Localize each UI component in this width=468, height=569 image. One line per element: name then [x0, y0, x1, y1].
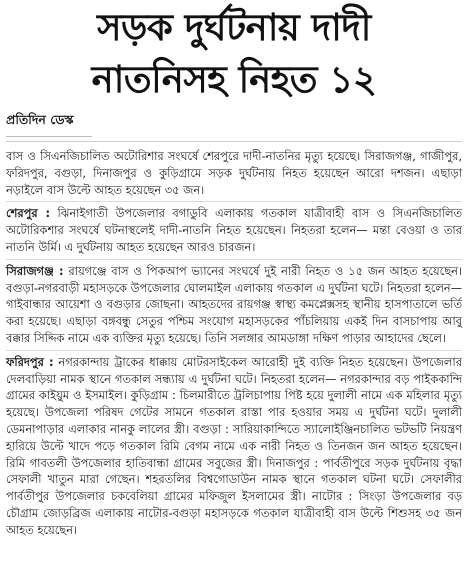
newspaper-clipping — [0, 2, 468, 569]
intro-paragraph — [6, 148, 462, 198]
paragraph-lead: শেরপুর : — [6, 206, 51, 221]
article-body — [6, 148, 462, 539]
paragraph-text: বাস ও সিএনজিচালিত অটোরিশার সংঘর্ষে শেরপুরে দাদী-নাতনির মৃত্যু হয়েছে। সিরাজগঞ্জ, গাজীপুর, ফরিদপুর, বগুড়া, দিনাজপুর ও কুড়িগ্রামে সড়ক দুর্ঘটনায় নিহত হয়েছেন আরো দশজন। এছাড়া নড়াইলে বাস উল্টে আহত হয়েছেন ৩৫ জন। — [6, 149, 462, 197]
divider — [6, 141, 462, 142]
paragraph-lead: ফরিদপুর : — [6, 354, 54, 369]
dateline: প্রতিদিন ডেস্ক — [6, 112, 92, 137]
paragraph-text: নগরকান্দায় ট্রাকের ধাক্কায় মোটরসাইকেল আরোহী দুই ব্যক্তি নিহত হয়েছেন। উপজেলার দেলবাড়িয়া নামক স্থানে গতকাল সন্ধ্যায় এ দুর্ঘটনা ঘটে। নিহতরা হলেন— নগরকান্দার বড় পাইককান্দি গ্রামের কাইয়ুম ও ইসমাইল। কুড়িগ্রাম : চিলমারীতে ট্রলিচাপায় পিষ্ট হয়ে দুলালী নামে এক মহিলার মৃত্যু হয়েছে। উপজেলা পরিষদ গেটের সামনে গতকাল রাস্তা পার হওয়ার সময় এ দুর্ঘটনা ঘটে। দুলালী ডেমনাপাড়ার এলাকার নানকু লালের স্ত্রী। বগুড়া : সারিয়াকান্দিতে স্যালোইঞ্জিনচালিত ভটভটি নিয়ন্ত্রণ হারিয়ে উল্টে খাদে পড়ে গতকাল রিমি বেগম নামে এক নারী নিহত ও তিনজন জন আহত হয়েছেন। রিমি গাবতলী উপজেলার হাতিবান্ধা গ্রামের সবুজের স্ত্রী। দিনাজপুর : পার্বতীপুরে সড়ক দুর্ঘটনায় বৃদ্ধা সেফালী খাতুন মারা গেছেন। শহরতলির বিশ্বগোডাউন নামক স্থানে গতকাল ঘটনা ঘটে। সেফালীর পার্বতীপুর উপজেলার চকবেলিয়া গ্রামের মফিজুল ইসলামের স্ত্রী। নাটোর : সিংড়া উপজেলার বড় চৌগ্রাম জোড়ব্রিজ এলাকায় নাটোর-বগুড়া মহাসড়কে গতকাল যাত্রীবাহী বাস উল্টে শিশুসহ ৩৫ জন আহত হয়েছেন। — [6, 354, 462, 537]
section-divider — [6, 259, 462, 260]
faridpur-paragraph — [6, 354, 462, 539]
section-divider — [6, 350, 462, 351]
paragraph-lead: সিরাজগঞ্জ : — [6, 263, 64, 278]
headline-line-1: সড়ক দুর্ঘটনায় দাদী — [97, 6, 371, 49]
paragraph-text: রায়গঞ্জে বাস ও পিকআপ ভ্যানের সংঘর্ষে দুই নারী নিহত ও ১৫ জন আহত হয়েছেন। বগুড়া-নগরবাড়ী মহাসড়কে উপজেলার ঘোলমাইল এলাকায় গতকাল এ দুর্ঘটনা ঘটে। নিহতরা হলেন— গাইবান্ধার আয়েশা ও বগুড়ার জোছনা। আহতদের রায়গঞ্জ স্বাস্থ্য কমপ্লেক্সসহ স্থানীয় হাসপাতালে ভর্তি করা হয়েছে। এছাড়া বঙ্গবন্ধু সেতুর পশ্চিম সংযোগ মহাসড়কের পাঁচলিয়ায় একই দিন বাসচাপায় আবু বক্কার সিদ্দিক নামে এক ব্যক্তির মৃত্যু হয়েছে। তিনি সলঙ্গার আমডাঙ্গা দক্ষিণ পাড়ার আহাদের ছেলে। — [6, 263, 462, 345]
headline — [6, 2, 462, 106]
section-divider — [6, 201, 462, 202]
headline-line-2: নাতনিসহ নিহত ১২ — [91, 58, 377, 101]
paragraph-text: ঝিনাইগাতী উপজেলার বগাডুবি এলাকায় গতকাল যাত্রীবাহী বাস ও সিএনজিচালিত অটোরিকশার সংঘর্ষে ঘটনাস্থলেই দাদী-নাতনি নিহত হয়েছেন। নিহতরা হলেন— মন্তা বেওয়া ও তার নাতনি উর্মি। এ দুর্ঘটনায় আহত হয়েছেন আরও চারজন। — [6, 206, 462, 254]
sirajganj-paragraph — [6, 263, 462, 347]
sherpur-paragraph — [6, 205, 462, 255]
